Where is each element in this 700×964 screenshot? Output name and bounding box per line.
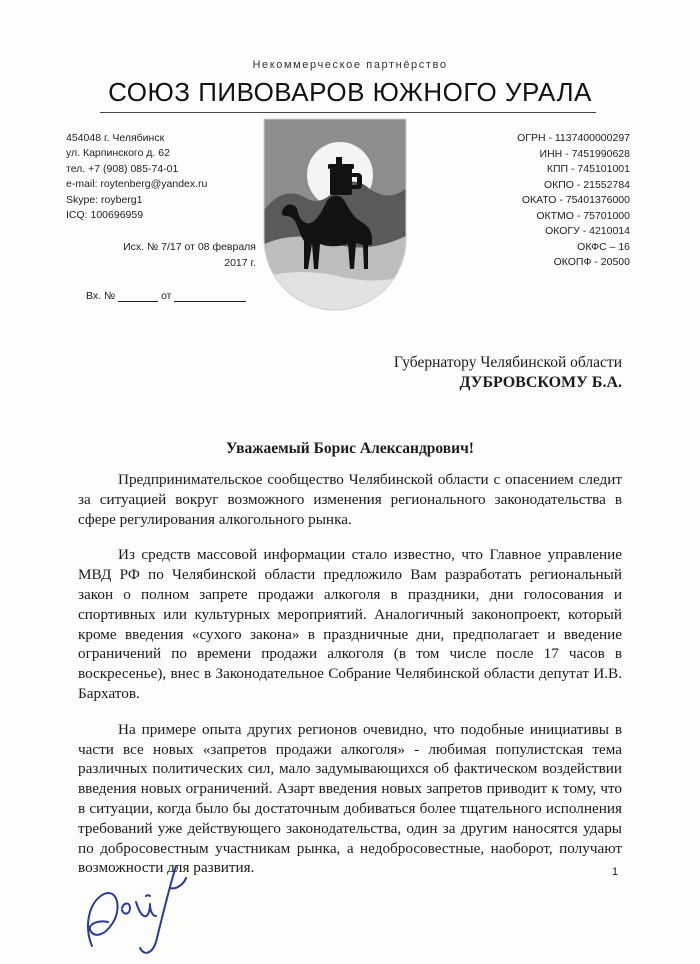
header-divider: [100, 112, 596, 113]
incoming-date-blank: [174, 301, 246, 302]
incoming-date-label: от: [161, 290, 172, 302]
handwritten-signature: [78, 858, 248, 958]
code-okfs: ОКФС – 16: [577, 240, 630, 253]
address-line-2: ул. Карпинского д. 62: [66, 147, 170, 160]
phone: тел. +7 (908) 085-74-01: [66, 162, 179, 175]
outgoing-reference: [66, 240, 256, 271]
page-number: 1: [612, 866, 619, 878]
code-kpp: КПП - 745101001: [546, 163, 630, 175]
contact-block: [66, 131, 256, 223]
code-okopf: ОКОПФ - 20500: [553, 256, 630, 268]
icq: ICQ: 100696959: [66, 209, 144, 222]
paragraph-1: Предпринимательское сообщество Челябинской области с опасением следит за ситуацией вокруг возможного изменения регионального законодательства в сфере регулирования алкогольного рынка.: [78, 471, 622, 528]
organization-subtitle: Некоммерческое партнёрство: [252, 59, 448, 71]
code-okpo: ОКПО - 21552784: [543, 178, 630, 191]
incoming-number-blank: [118, 301, 158, 302]
code-ogrn: ОГРН - 1137400000297: [517, 132, 630, 144]
organization-name: СОЮЗ ПИВОВАРОВ ЮЖНОГО УРАЛА: [108, 77, 592, 107]
registration-codes: [440, 131, 630, 271]
outgoing-number: Исх. № 7/17 от 08 февраля: [123, 241, 256, 253]
code-oktmo: ОКТМО - 75701000: [536, 209, 630, 222]
salutation: Уважаемый Борис Александрович!: [226, 440, 474, 457]
skype: Skype: royberg1: [66, 193, 143, 206]
incoming-reference: [86, 290, 256, 302]
letter-body: [78, 470, 622, 894]
addressee-name: ДУБРОВСКОМУ Б.А.: [459, 374, 622, 391]
outgoing-year: 2017 г.: [224, 256, 256, 269]
code-inn: ИНН - 7451990628: [539, 147, 630, 160]
email: e-mail: roytenberg@yandex.ru: [66, 178, 208, 191]
paragraph-2: Из средств массовой информации стало известно, что Главное управление МВД РФ по Челябинской области предложило Вам разработать региональный закон о полном запрете продажи алкоголя в праздники, дни голосования и спортивных или культурных мероприятий. Аналогичный законопроект, который кроме введения «сухого закона» в праздничные дни, предполагает и введение ограничений по времени продажи алкоголя (в том числе после 17 часов в воскресенье), внес в Законодательное Собрание Челябинской области депутат И.В. Бархатов.: [78, 546, 622, 702]
addressee-position: Губернатору Челябинской области: [393, 354, 622, 371]
camel-emblem-logo: [262, 117, 408, 313]
addressee-block: [330, 353, 622, 393]
paragraph-3: На примере опыта других регионов очевидно, что подобные инициативы в части все новых «запретов продажи алкоголя» - любимая популистская тема различных политических сил, мало задумывающихся об фактическом воздействии введения новых ограничений. Азарт введения новых запретов приводит к тому, что в ситуации, когда было бы достаточным добиваться более тщательного исполнения требований уже действующего законодательства, один за другим наносятся удары по добросовестным участникам рынка, а недобросовестные, наоборот, получают возможности для развития.: [78, 720, 622, 877]
code-okogu: ОКОГУ - 4210014: [545, 225, 630, 237]
address-line-1: 454048 г. Челябинск: [66, 132, 165, 144]
code-okato: ОКАТО - 75401376000: [521, 194, 630, 206]
incoming-number-label: Вх. №: [86, 290, 116, 302]
